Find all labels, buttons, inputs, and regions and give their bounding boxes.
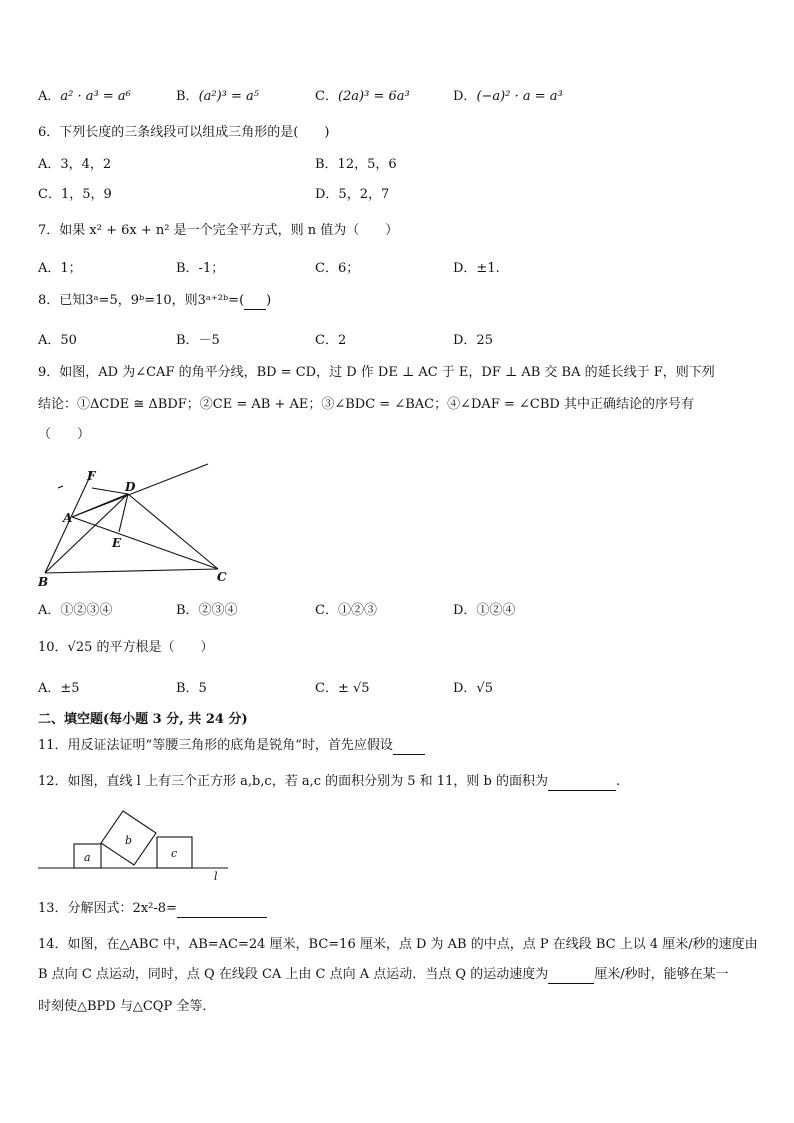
- q9-option-a: A．①②③④: [38, 603, 113, 618]
- q8-option-d: D．25: [453, 333, 493, 348]
- q7-stem: 7．如果 x² + 6x + n² 是一个完全平方式，则 n 值为（ ）: [38, 223, 399, 238]
- q9-stem-line2: 结论：①ΔCDE ≅ ΔBDF；②CE = AB + AE；③∠BDC = ∠BAC；④∠DAF = ∠CBD 其中正确结论的序号有: [38, 397, 694, 412]
- q14-line3: 时刻使△BPD 与△CQP 全等．: [38, 999, 216, 1014]
- q11-answer-blank: [393, 740, 425, 755]
- q12-stem: 12．如图，直线 l 上有三个正方形 a,b,c，若 a,c 的面积分别为 5 和 11，则 b 的面积为 .: [38, 774, 621, 789]
- section-title-fill-in: 二、填空题(每小题 3 分, 共 24 分): [38, 712, 248, 727]
- q9-option-b: B．②③④: [176, 603, 238, 618]
- q9-triangle-figure: [30, 455, 240, 587]
- q12-answer-blank: [548, 776, 616, 791]
- label-f: F: [87, 469, 96, 483]
- label-a: A: [63, 511, 73, 525]
- q7-option-d: D．±1.: [453, 261, 500, 276]
- q5-option-b: B．(a²)³ = a⁵: [176, 89, 259, 104]
- q10-option-d: D．√5: [453, 681, 493, 696]
- q10-option-b: B．5: [176, 681, 207, 696]
- q14-answer-blank: [548, 969, 594, 984]
- q8-option-c: C．2: [315, 333, 347, 348]
- q5-option-d: D．(−a)² · a = a³: [453, 89, 563, 104]
- q8-option-b: B．－5: [176, 333, 220, 348]
- q9-stem-line3: （ ）: [38, 427, 91, 442]
- q10-option-a: A．±5: [38, 681, 80, 696]
- label-square-b: b: [125, 834, 133, 847]
- q8-answer-blank: [244, 295, 266, 310]
- q6-option-d: D．5，2，7: [315, 187, 390, 202]
- label-square-a: a: [84, 851, 91, 864]
- q10-option-c: C．± √5: [315, 681, 370, 696]
- q6-option-a: A．3，4，2: [38, 157, 112, 172]
- q9-option-d: D．①②④: [453, 603, 516, 618]
- segment-dc: [128, 494, 218, 569]
- q8-option-a: A．50: [38, 333, 77, 348]
- q11-stem: 11．用反证法证明“等腰三角形的底角是锐角”时，首先应假设: [38, 737, 425, 755]
- label-c: C: [217, 570, 227, 584]
- segment-de: [119, 494, 128, 532]
- segment-df: [92, 488, 128, 494]
- stray-mark: [58, 486, 63, 488]
- q7-option-c: C．6；: [315, 261, 360, 276]
- label-square-c: c: [171, 847, 178, 860]
- q6-stem: 6．下列长度的三条线段可以组成三角形的是( ): [38, 125, 330, 140]
- q6-option-c: C．1，5，9: [38, 187, 112, 202]
- q5-option-a: A．a² · a³ = a⁶: [38, 89, 131, 104]
- q14-line2: B 点向 C 点运动，同时，点 Q 在线段 CA 上由 C 点向 A 点运动．当点 Q 的运动速度为 厘米/秒时，能够在某一: [38, 967, 729, 982]
- q6-option-b: B．12，5，6: [315, 157, 397, 172]
- q13-answer-blank: [177, 903, 267, 918]
- q13-stem: 13．分解因式：2x²-8=: [38, 900, 267, 918]
- q10-stem: 10．√25 的平方根是（ ）: [38, 640, 214, 655]
- q9-option-c: C．①②③: [315, 603, 377, 618]
- q9-stem-line1: 9．如图，AD 为∠CAF 的角平分线，BD = CD，过 D 作 DE ⊥ AC 于 E，DF ⊥ AB 交 BA 的延长线于 F，则下列: [38, 365, 715, 380]
- q12-squares-figure: [36, 806, 232, 886]
- segment-ac: [72, 517, 218, 569]
- segment-bd: [45, 494, 128, 573]
- q7-option-b: B．-1；: [176, 261, 225, 276]
- label-b: B: [38, 575, 49, 587]
- q5-option-c: C．(2a)³ = 6a³: [315, 89, 410, 104]
- label-line-l: l: [214, 870, 218, 883]
- q14-line1: 14．如图，在△ABC 中，AB=AC=24 厘米，BC=16 厘米，点 D 为 AB 的中点，点 P 在线段 BC 上以 4 厘米/秒的速度由: [38, 937, 758, 952]
- label-e: E: [112, 536, 122, 550]
- q8-stem: 8．已知3ᵃ=5，9ᵇ=10，则3ᵃ⁺²ᵇ=( ): [38, 293, 272, 308]
- q7-option-a: A．1；: [38, 261, 82, 276]
- label-d: D: [125, 480, 136, 494]
- segment-bc: [45, 569, 218, 573]
